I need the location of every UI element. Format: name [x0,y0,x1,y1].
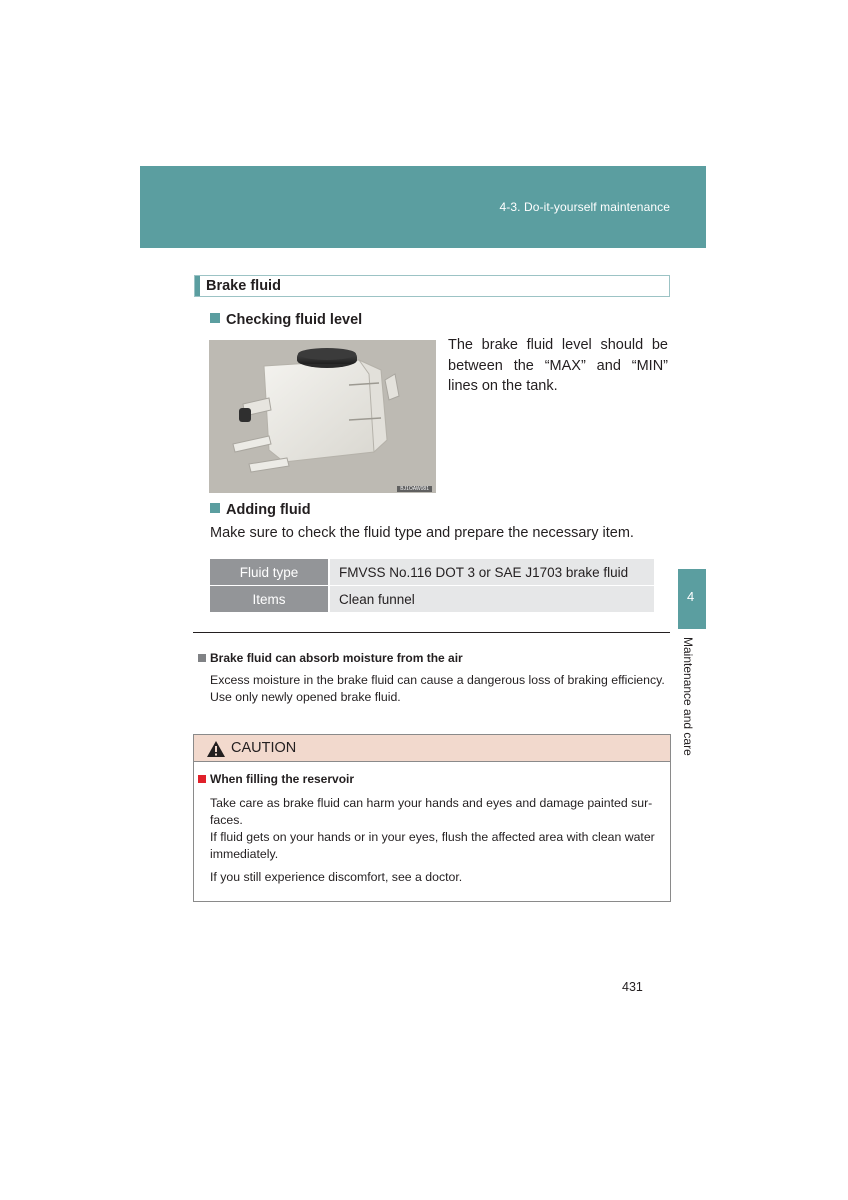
chapter-label: Maintenance and care [681,637,695,756]
page-number: 431 [622,980,643,994]
chapter-section-title: 4-3. Do-it-yourself maintenance [499,200,670,214]
brake-reservoir-photo [209,340,436,493]
caution-body [210,795,665,886]
caution-line: Take care as brake fluid can harm your hands and eyes and damage painted sur- [210,796,653,810]
note-title-label: Brake fluid can absorb moisture from the air [210,651,463,665]
chapter-number: 4 [687,589,695,604]
adding-intro: Make sure to check the fluid type and prepare the necessary item. [210,525,634,541]
table-row [210,559,654,586]
heading-accent-bar [195,276,200,296]
table-value-cell: Clean funnel [330,586,654,612]
note-line: Use only newly opened brake fluid. [210,690,401,704]
table-header-cell: Items [210,586,330,612]
square-bullet-icon [210,503,220,513]
section-heading [194,275,670,297]
fluid-level-paragraph: The brake fluid level should be between the “MAX” and “MIN” lines on the tank. [448,337,668,394]
table-value-cell: FMVSS No.116 DOT 3 or SAE J1703 brake fluid [330,559,654,586]
table-header-cell: Fluid type [210,559,330,586]
caution-subtitle [198,772,354,786]
square-bullet-icon [210,313,220,323]
divider [193,632,670,633]
caution-header [194,735,670,762]
table-row [210,586,654,612]
caution-line: If you still experience discomfort, see a doctor. [210,870,463,884]
note-body [210,672,665,706]
note-title [198,651,463,665]
subheading-adding-label: Adding fluid [226,502,311,518]
image-code: BJ1OAW081 [397,486,432,492]
note-line: Excess moisture in the brake fluid can cause a dangerous loss of braking efficiency. [210,673,665,687]
fluid-spec-table [210,559,654,612]
caution-label: CAUTION [231,740,297,756]
caution-line: If fluid gets on your hands or in your eyes, flush the affected area with clean water [210,830,655,844]
brake-reservoir-illustration [209,340,436,493]
subheading-checking [210,311,362,329]
warning-triangle-icon [206,740,226,758]
caution-line: immediately. [210,847,279,861]
caution-line: faces. [210,813,243,827]
red-square-bullet-icon [198,775,206,783]
gray-square-bullet-icon [198,654,206,662]
section-title: Brake fluid [206,278,281,294]
caution-subtitle-label: When filling the reservoir [210,772,355,786]
chapter-tab [678,569,706,629]
subheading-checking-label: Checking fluid level [226,312,363,328]
header-band [140,166,706,248]
subheading-adding [210,501,311,519]
